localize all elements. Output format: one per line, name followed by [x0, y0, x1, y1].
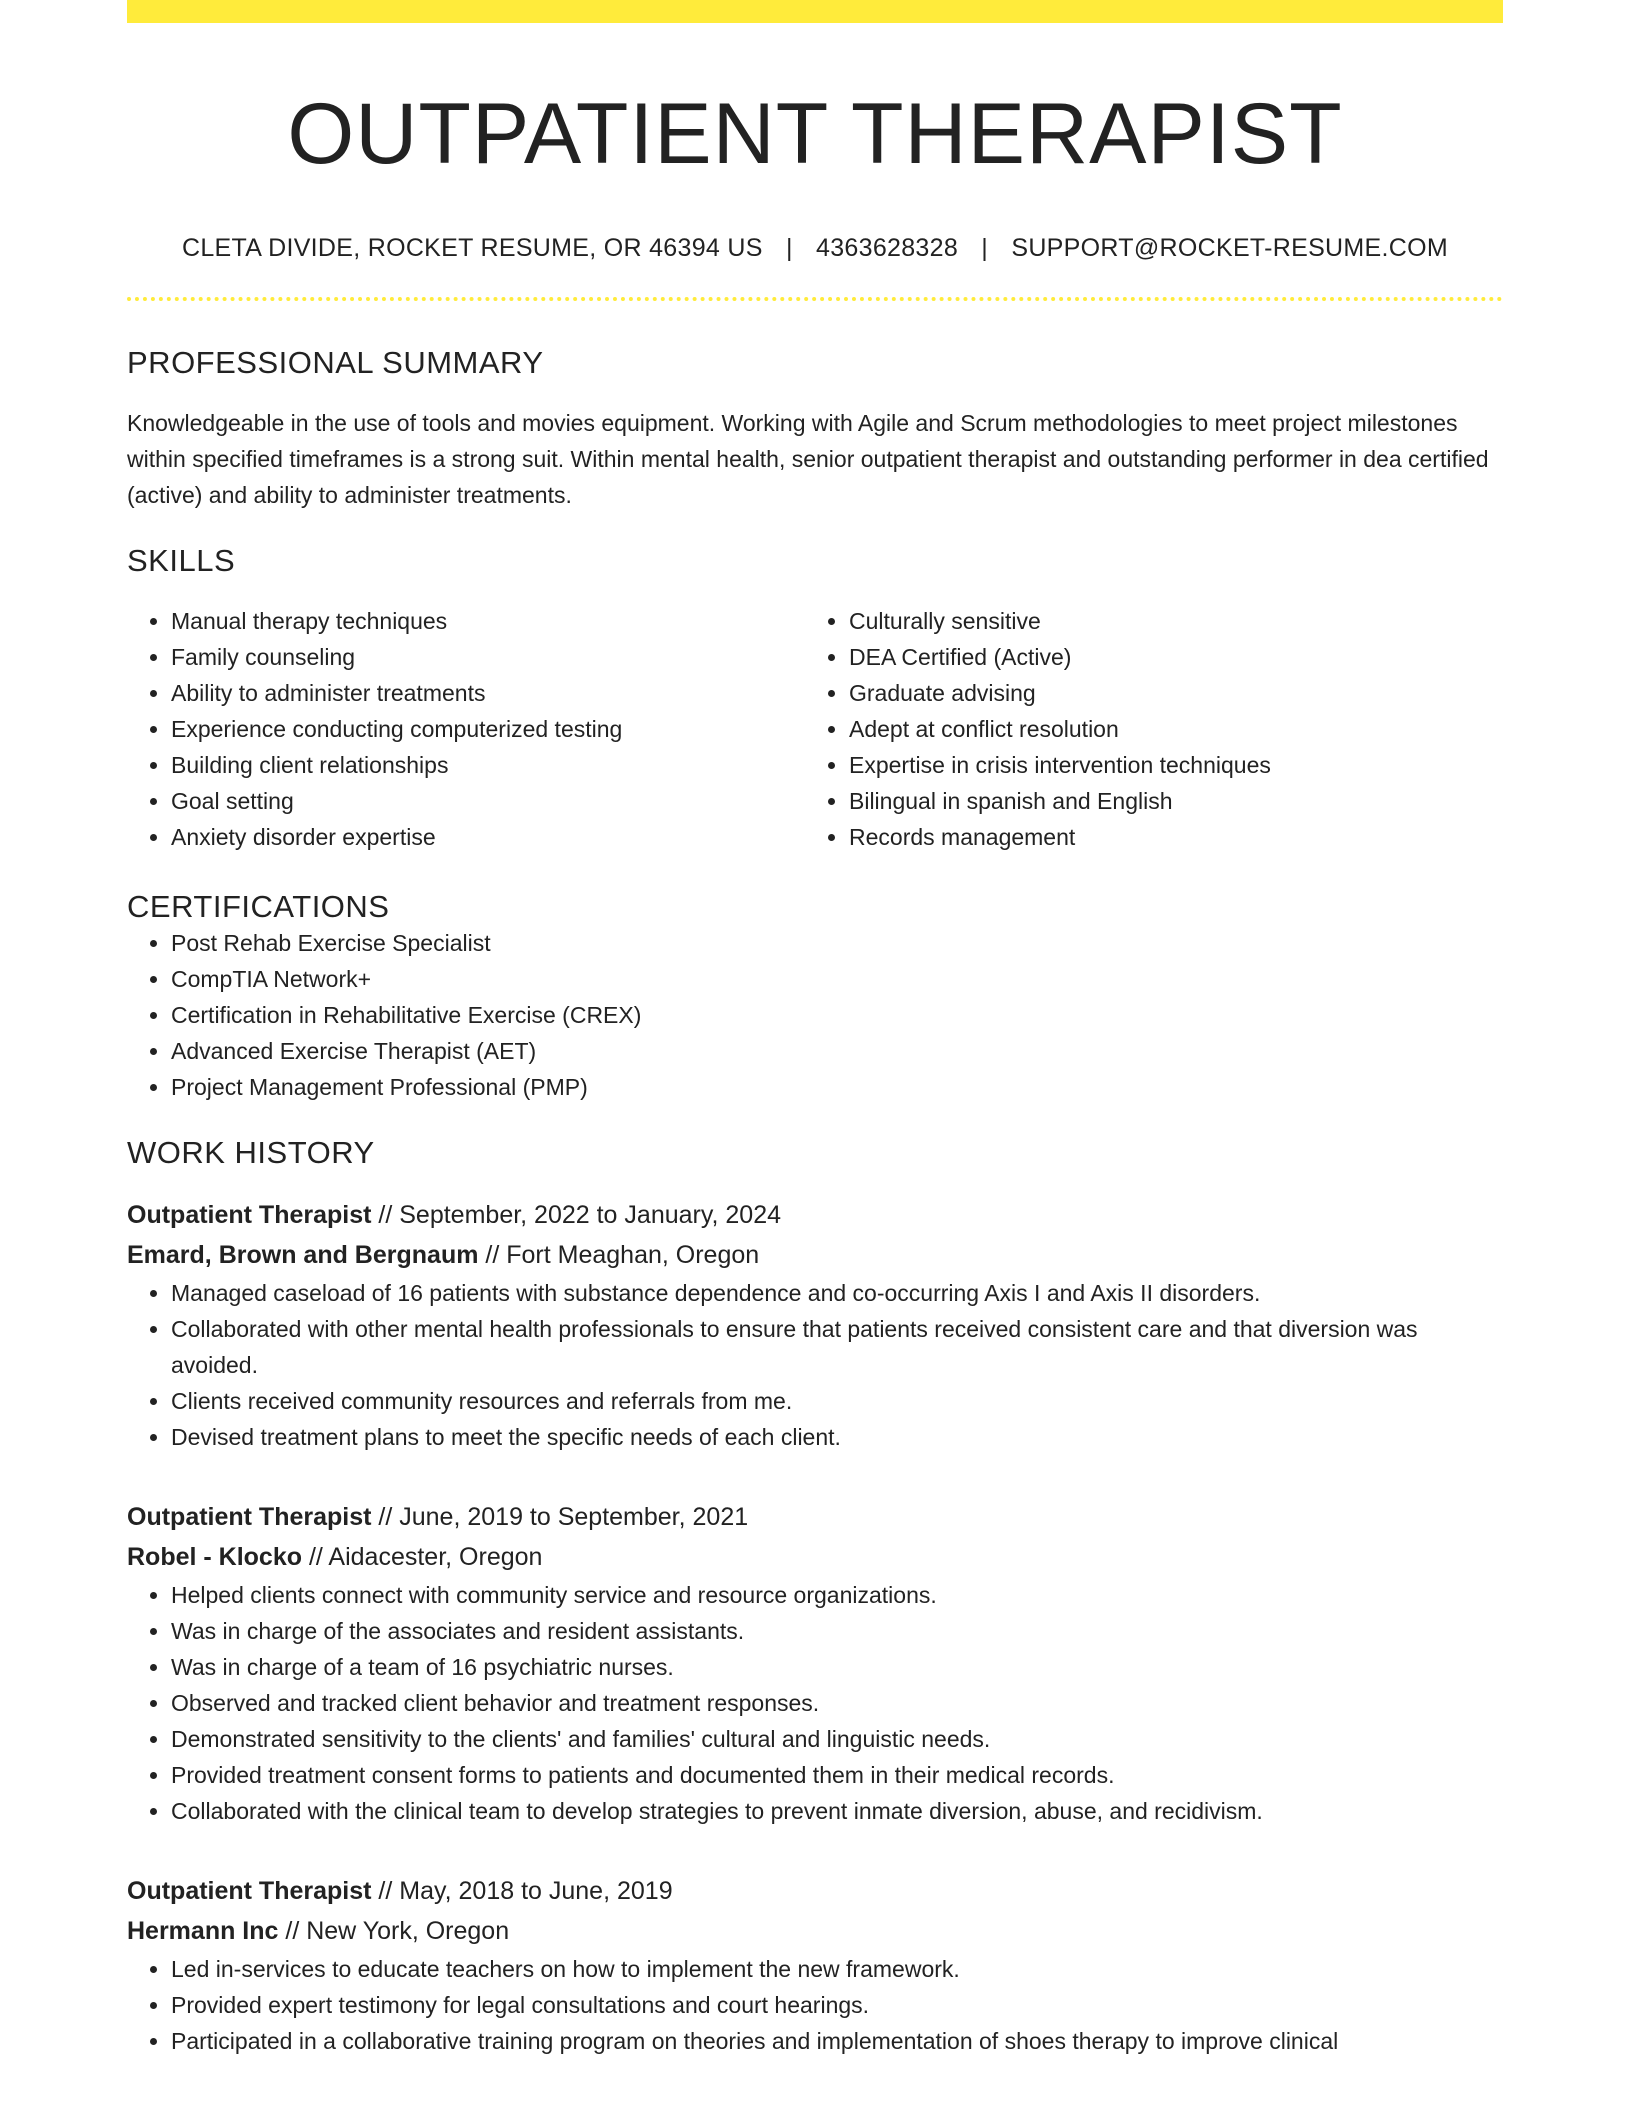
job-location: // New York, Oregon [278, 1917, 510, 1946]
skill-item: • Expertise in crisis intervention techniques [849, 747, 1483, 783]
job-company-line [127, 1235, 1503, 1275]
job-dates: // June, 2019 to September, 2021 [371, 1503, 749, 1532]
skill-item: • Experience conducting computerized testing [171, 711, 805, 747]
skills-heading: SKILLS [127, 543, 236, 579]
skills-column-left [127, 603, 805, 855]
job-title: Outpatient Therapist [127, 1201, 372, 1230]
job-dates: // May, 2018 to June, 2019 [371, 1877, 673, 1906]
job-location: // Aidacester, Oregon [302, 1543, 543, 1572]
skills-grid [127, 603, 1503, 855]
skill-item: • Anxiety disorder expertise [171, 819, 805, 855]
job-title-line [127, 1497, 1503, 1537]
job-title-line [127, 1195, 1503, 1235]
job-dates: // September, 2022 to January, 2024 [371, 1201, 782, 1230]
skill-item: • Goal setting [171, 783, 805, 819]
job-bullet: • Led in-services to educate teachers on how to implement the new framework. [171, 1951, 1503, 1987]
job-company: Hermann Inc [127, 1917, 279, 1946]
certification-item: • CompTIA Network+ [171, 961, 1503, 997]
contact-separator: | [981, 234, 989, 263]
job-bullet: • Devised treatment plans to meet the specific needs of each client. [171, 1419, 1503, 1455]
skill-item: • Graduate advising [849, 675, 1483, 711]
contact-separator: | [785, 234, 793, 263]
certification-item: • Project Management Professional (PMP) [171, 1069, 1503, 1105]
certification-item: • Certification in Rehabilitative Exercise (CREX) [171, 997, 1503, 1033]
skills-list-left [127, 603, 805, 855]
skill-item: • Building client relationships [171, 747, 805, 783]
certification-item: • Post Rehab Exercise Specialist [171, 925, 1503, 961]
job-bullet: • Was in charge of a team of 16 psychiatric nurses. [171, 1649, 1503, 1685]
job-company-line [127, 1911, 1503, 1951]
job-entry [127, 1195, 1503, 1455]
skill-item: • DEA Certified (Active) [849, 639, 1483, 675]
job-bullet: • Was in charge of the associates and resident assistants. [171, 1613, 1503, 1649]
skill-item: • Records management [849, 819, 1483, 855]
resume-name: OUTPATIENT THERAPIST [287, 86, 1343, 182]
contact-address: CLETA DIVIDE, ROCKET RESUME, OR 46394 US [182, 234, 763, 263]
job-bullet: • Participated in a collaborative training program on theories and implementation of shoes therapy to improve clinical [171, 2023, 1503, 2059]
skills-list-right [805, 603, 1483, 855]
resume-page [127, 0, 1503, 2059]
top-accent-bar [127, 0, 1503, 23]
job-bullet: • Provided expert testimony for legal consultations and court hearings. [171, 1987, 1503, 2023]
dotted-divider [127, 297, 1503, 301]
job-bullet: • Helped clients connect with community service and resource organizations. [171, 1577, 1503, 1613]
skill-item: • Bilingual in spanish and English [849, 783, 1483, 819]
job-bullet-list [127, 1275, 1503, 1455]
skill-item: • Manual therapy techniques [171, 603, 805, 639]
job-title-line [127, 1871, 1503, 1911]
job-bullet: • Observed and tracked client behavior and treatment responses. [171, 1685, 1503, 1721]
certifications-list [127, 925, 1503, 1105]
job-entry [127, 1871, 1503, 2059]
job-bullet: • Demonstrated sensitivity to the clients' and families' cultural and linguistic needs. [171, 1721, 1503, 1757]
summary-heading: PROFESSIONAL SUMMARY [127, 345, 544, 381]
skill-item: • Culturally sensitive [849, 603, 1483, 639]
job-bullet-list [127, 1577, 1503, 1829]
job-company-line [127, 1537, 1503, 1577]
skill-item: • Ability to administer treatments [171, 675, 805, 711]
job-company: Robel - Klocko [127, 1543, 303, 1572]
job-company: Emard, Brown and Bergnaum [127, 1241, 479, 1270]
job-bullet: • Managed caseload of 16 patients with substance dependence and co-occurring Axis I and Axis II disorders. [171, 1275, 1503, 1311]
contact-email: SUPPORT@ROCKET-RESUME.COM [1011, 234, 1448, 263]
work-history-heading: WORK HISTORY [127, 1135, 375, 1171]
job-location: // Fort Meaghan, Oregon [478, 1241, 760, 1270]
skill-item: • Family counseling [171, 639, 805, 675]
job-bullet: • Collaborated with other mental health professionals to ensure that patients received consistent care and that diversion was avoided. [171, 1311, 1503, 1383]
job-title: Outpatient Therapist [127, 1877, 372, 1906]
skills-column-right [805, 603, 1483, 855]
job-bullet-list [127, 1951, 1503, 2059]
job-entry [127, 1497, 1503, 1829]
skill-item: • Adept at conflict resolution [849, 711, 1483, 747]
job-title: Outpatient Therapist [127, 1503, 372, 1532]
summary-text: Knowledgeable in the use of tools and movies equipment. Working with Agile and Scrum methodologies to meet project milestones within specified timeframes is a strong suit. Within mental health, senior outpatient therapist and outstanding performer in dea certified (active) and ability to administer treatments. [127, 410, 1489, 509]
certification-item: • Advanced Exercise Therapist (AET) [171, 1033, 1503, 1069]
job-bullet: • Provided treatment consent forms to patients and documented them in their medical records. [171, 1757, 1503, 1793]
contact-line [127, 234, 1503, 263]
certifications-heading: CERTIFICATIONS [127, 889, 390, 925]
job-bullet: • Clients received community resources and referrals from me. [171, 1383, 1503, 1419]
contact-phone: 4363628328 [816, 234, 959, 263]
job-bullet: • Collaborated with the clinical team to develop strategies to prevent inmate diversion, abuse, and recidivism. [171, 1793, 1503, 1829]
